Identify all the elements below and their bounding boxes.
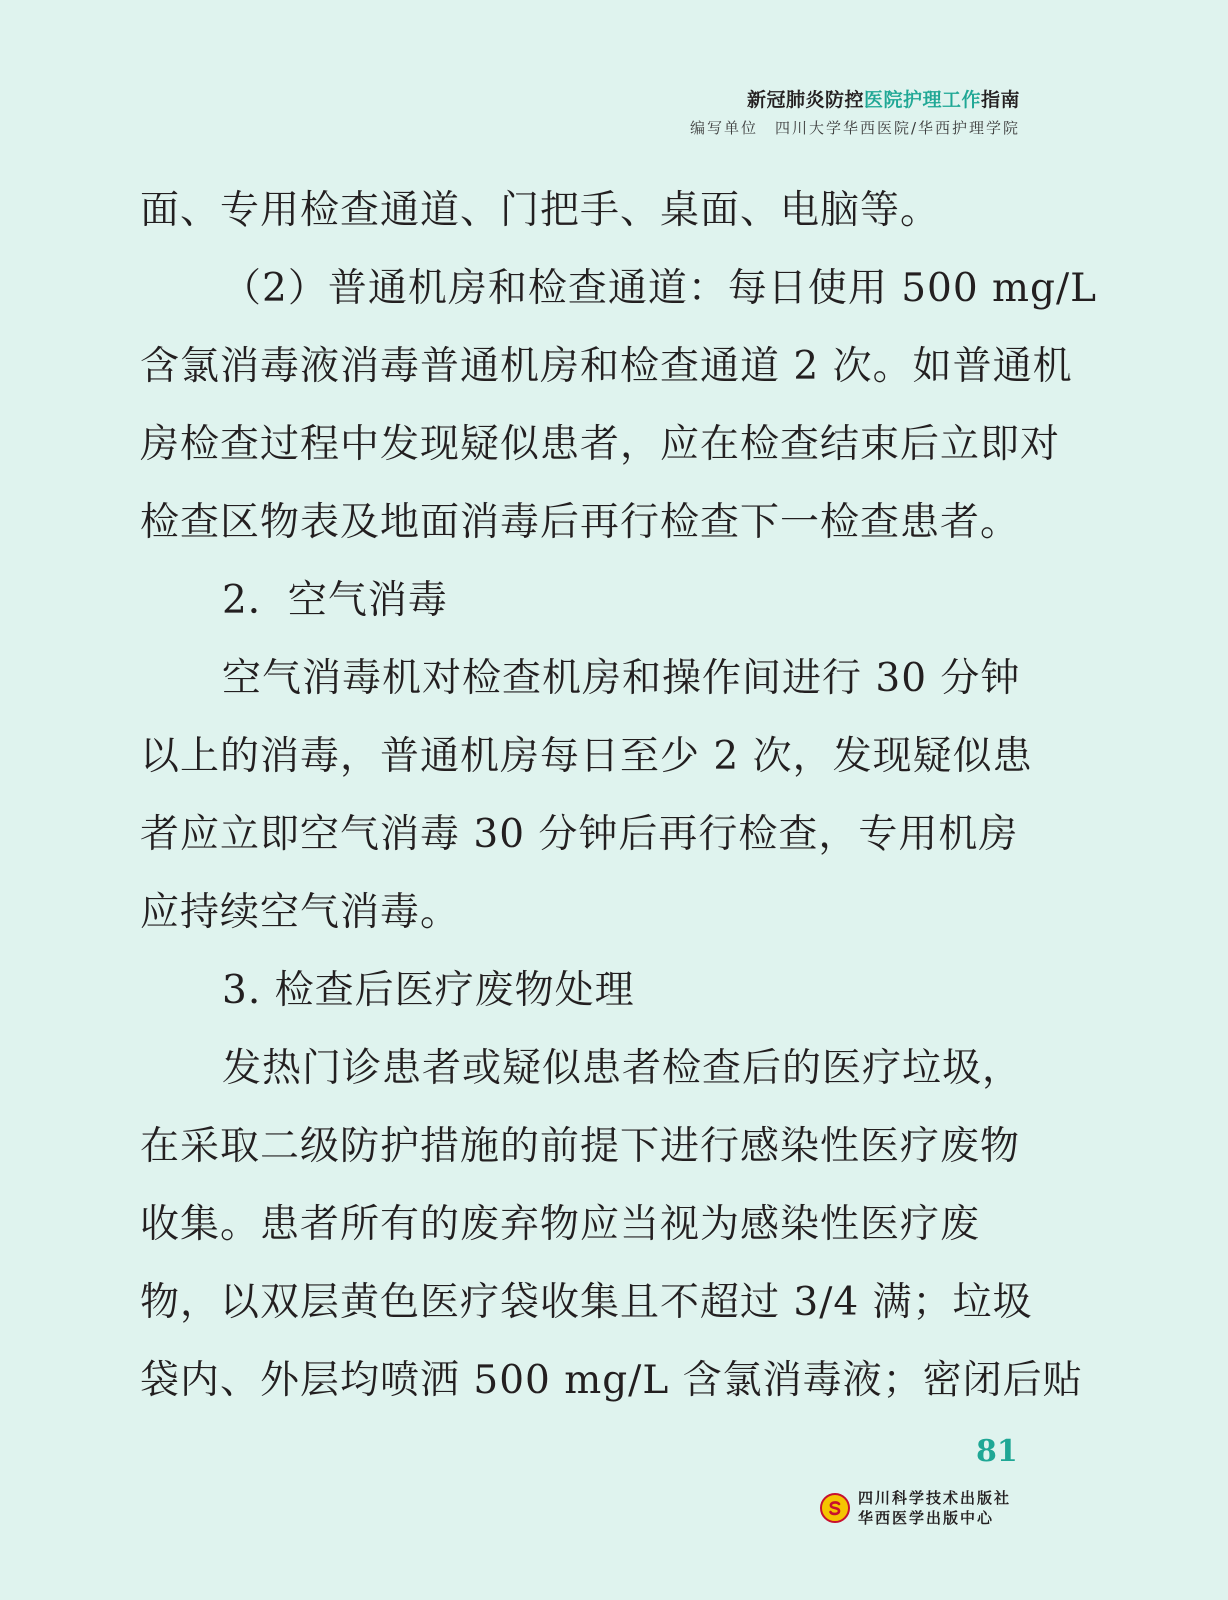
text-line: 袋内、外层均喷洒 500 mg/L 含氯消毒液；密闭后贴 bbox=[140, 1358, 1083, 1403]
header-title-suffix: 指南 bbox=[980, 89, 1020, 111]
text-line: 含氯消毒液消毒普通机房和检查通道 2 次。如普通机 bbox=[140, 344, 1073, 389]
text-line: 面、专用检查通道、门把手、桌面、电脑等。 bbox=[140, 188, 941, 233]
text-line: 空气消毒机对检查机房和操作间进行 30 分钟 bbox=[222, 656, 1021, 701]
page-number: 81 bbox=[976, 1434, 1018, 1469]
publisher-logo-icon bbox=[820, 1493, 850, 1523]
page-body bbox=[140, 172, 1098, 1420]
publisher-name-1: 四川科学技术出版社 bbox=[858, 1489, 1012, 1507]
text-line: 者应立即空气消毒 30 分钟后再行检查，专用机房 bbox=[140, 812, 1019, 857]
text-line: 应持续空气消毒。 bbox=[140, 890, 461, 935]
text-line: 房检查过程中发现疑似患者，应在检查结束后立即对 bbox=[140, 422, 1061, 467]
text-line: 在采取二级防护措施的前提下进行感染性医疗废物 bbox=[140, 1124, 1021, 1169]
text-line: 以上的消毒，普通机房每日至少 2 次，发现疑似患 bbox=[140, 734, 1033, 779]
publisher-names bbox=[858, 1488, 1011, 1528]
header-title-prefix: 新冠肺炎防控 bbox=[746, 89, 864, 111]
publisher-name-2: 华西医学出版中心 bbox=[858, 1509, 995, 1527]
text-line: 物，以双层黄色医疗袋收集且不超过 3/4 满；垃圾 bbox=[140, 1280, 1033, 1325]
header-subtitle: 编写单位 四川大学华西医院/华西护理学院 bbox=[689, 119, 1020, 137]
publisher-block bbox=[820, 1488, 1011, 1528]
section-heading: 2．空气消毒 bbox=[222, 578, 448, 623]
running-header bbox=[690, 88, 1020, 138]
text-line: （2）普通机房和检查通道：每日使用 500 mg/L bbox=[222, 266, 1098, 311]
header-title bbox=[690, 88, 1020, 112]
text-line: 检查区物表及地面消毒后再行检查下一检查患者。 bbox=[140, 500, 1021, 545]
header-title-accent: 医院护理工作 bbox=[863, 89, 981, 111]
text-line: 发热门诊患者或疑似患者检查后的医疗垃圾， bbox=[222, 1046, 1023, 1091]
section-heading: 3. 检查后医疗废物处理 bbox=[222, 968, 635, 1013]
text-line: 收集。患者所有的废弃物应当视为感染性医疗废 bbox=[140, 1202, 981, 1247]
